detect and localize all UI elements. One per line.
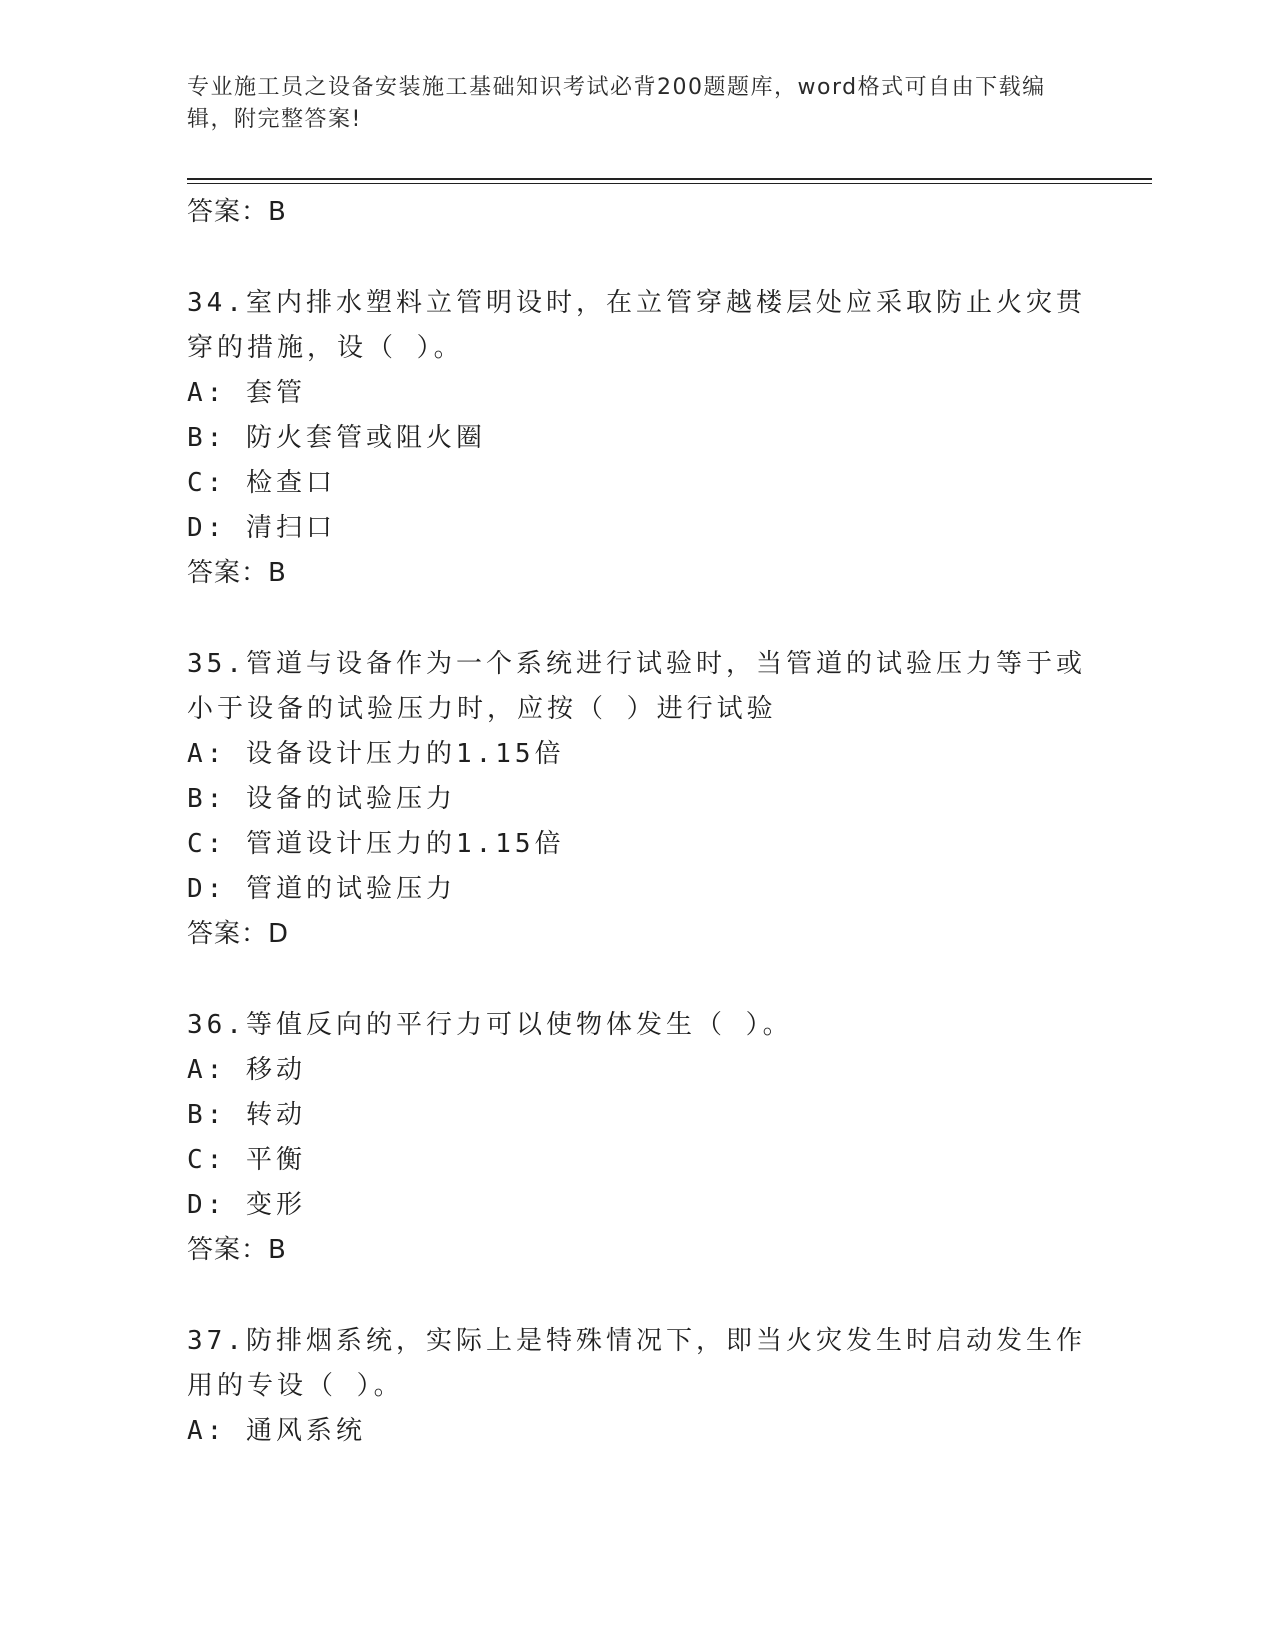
question-stem: 35.管道与设备作为一个系统进行试验时，当管道的试验压力等于或小于设备的试验压力时，应按（ ）进行试验: [187, 649, 1086, 724]
question-item: [187, 1003, 1087, 1273]
answer-line: 答案：B: [187, 197, 287, 227]
answer-line: 答案：B: [187, 1235, 287, 1265]
option-c: C: 平衡: [187, 1145, 306, 1175]
option-a: A: 设备设计压力的1.15倍: [187, 739, 565, 769]
answer-line: 答案：D: [187, 919, 290, 949]
answer-line: 答案：B: [187, 558, 287, 588]
document-header: 专业施工员之设备安装施工基础知识考试必背200题题库，word格式可自由下载编辑，附完整答案!: [187, 75, 1046, 132]
header-divider-thin: [187, 183, 1152, 184]
option-a: A: 移动: [187, 1055, 306, 1085]
question-stem: 37.防排烟系统，实际上是特殊情况下，即当火灾发生时启动发生作用的专设（ ）。: [187, 1326, 1086, 1401]
option-d: D: 变形: [187, 1190, 306, 1220]
option-b: B: 设备的试验压力: [187, 784, 456, 814]
question-item: [187, 1319, 1087, 1454]
option-c: C: 检查口: [187, 468, 336, 498]
question-stem: 34.室内排水塑料立管明设时，在立管穿越楼层处应采取防止火灾贯穿的措施，设（ ）。: [187, 288, 1086, 363]
option-b: B: 转动: [187, 1100, 306, 1130]
option-a: A: 通风系统: [187, 1416, 366, 1446]
header-divider-thick: [187, 178, 1152, 180]
question-item: [187, 281, 1087, 596]
option-c: C: 管道设计压力的1.15倍: [187, 829, 565, 859]
option-d: D: 管道的试验压力: [187, 874, 456, 904]
option-d: D: 清扫口: [187, 513, 336, 543]
question-item: [187, 642, 1087, 957]
option-a: A: 套管: [187, 378, 306, 408]
question-stem: 36.等值反向的平行力可以使物体发生（ ）。: [187, 1010, 793, 1040]
option-b: B: 防火套管或阻火圈: [187, 423, 486, 453]
question-list: [187, 190, 1087, 1454]
